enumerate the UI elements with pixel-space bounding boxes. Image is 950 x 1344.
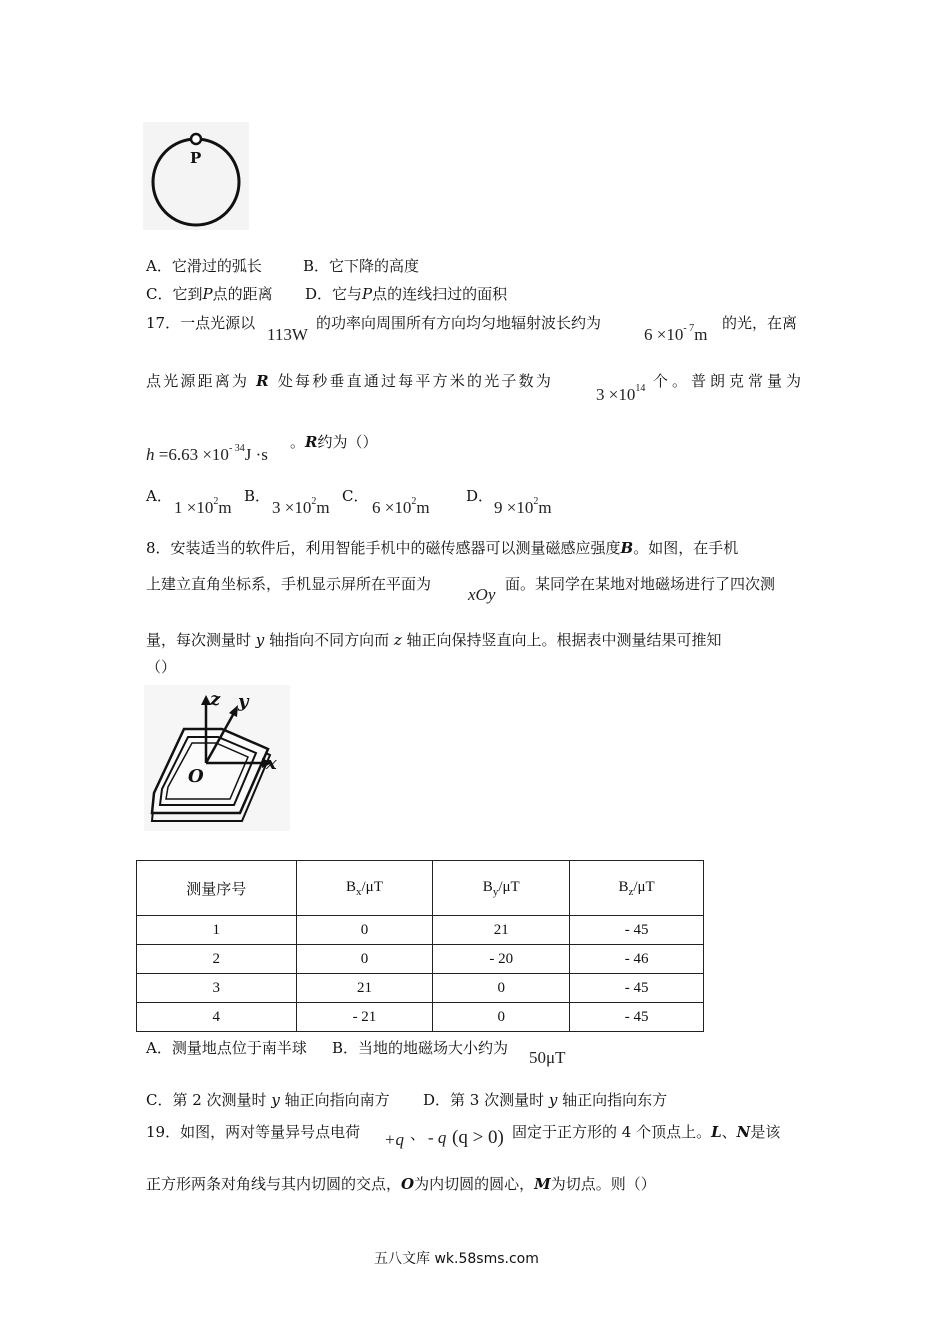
header-bx: $B_x/\mu T$	[296, 861, 433, 916]
q18-line4: （）	[146, 658, 177, 676]
q19-line1-a: 19．如图，两对等量异号点电荷	[146, 1123, 361, 1141]
q17-line2-a: 点光源距离为 R 处每秒垂直通过每平方米的光子数为	[146, 372, 554, 390]
q19-condition: (q > 0)	[452, 1127, 504, 1148]
q18-option-b: B．当地的地磁场大小约为	[332, 1039, 509, 1057]
table-cell: 0	[296, 945, 433, 974]
q17-photon-count: $3 \times 10^{14}$	[596, 383, 646, 404]
q16-option-c: C．它到P点的距离	[146, 285, 273, 303]
table-cell: - 45	[570, 1003, 704, 1032]
q17-option-b-label: B．	[244, 487, 271, 505]
table-cell: - 45	[570, 916, 704, 945]
table-cell: 3	[137, 974, 297, 1003]
q16-option-b: B．它下降的高度	[303, 257, 420, 275]
table-row	[137, 974, 704, 1003]
q19-line2: 正方形两条对角线与其内切圆的交点，O为内切圆的圆心，M为切点。则（）	[146, 1175, 656, 1193]
q18-line3: 量，每次测量时 y 轴指向不同方向而 z 轴正向保持竖直向上。根据表中测量结果可推知	[146, 631, 722, 649]
footer-watermark: 五八文库 wk.58sms.com	[374, 1251, 539, 1267]
q17-option-c-value: $6 \times 10^2m$	[372, 496, 430, 517]
z-axis-label: z	[210, 689, 221, 710]
table-row	[137, 916, 704, 945]
table-cell: - 46	[570, 945, 704, 974]
header-by: $B_y/\mu T$	[433, 861, 570, 916]
q17-power: 113W	[267, 325, 308, 344]
point-p-label: P	[190, 149, 202, 167]
y-axis-label: y	[238, 691, 249, 712]
q17-option-c-label: C．	[342, 487, 369, 505]
header-index: 测量序号	[137, 861, 297, 916]
table-cell: 21	[296, 974, 433, 1003]
table-cell: 2	[137, 945, 297, 974]
q17-planck-constant: $h =6.63 \times 10^{- 34}J \cdot s$	[146, 443, 268, 464]
circle-figure	[143, 122, 249, 230]
table-cell: 0	[296, 916, 433, 945]
q17-line1-a: 17．一点光源以	[146, 314, 256, 332]
table-cell: - 45	[570, 974, 704, 1003]
q18-option-b-value: 50μT	[529, 1048, 566, 1067]
q17-line1-c: 的光，在离	[722, 314, 798, 332]
table-row	[137, 1003, 704, 1032]
table-cell: 0	[433, 974, 570, 1003]
header-bz: $B_z/\mu T$	[570, 861, 704, 916]
q17-option-a-label: A．	[146, 487, 172, 505]
phone-figure	[144, 685, 290, 831]
measurement-table	[136, 860, 704, 1032]
q16-option-d: D．它与P点的连线扫过的面积	[305, 285, 508, 303]
q18-line2-b: 面。某同学在某地对地磁场进行了四次测	[505, 575, 776, 593]
x-axis-label: x	[266, 753, 277, 774]
table-header-row	[137, 861, 704, 916]
q17-option-d-label: D．	[466, 487, 494, 505]
q18-option-d: D．第 3 次测量时 y 轴正向指向东方	[423, 1091, 668, 1109]
q17-line2-c: 个。普朗克常量为	[653, 372, 806, 390]
q19-minus-q: - q	[428, 1128, 447, 1147]
origin-label: O	[188, 766, 204, 787]
table-row	[137, 945, 704, 974]
q17-line3: 。R约为（）	[290, 433, 378, 451]
q19-line1-b: 固定于正方形的 4 个顶点上。L、N是该	[512, 1123, 781, 1141]
q17-option-b-value: $3 \times 10^2m$	[272, 496, 330, 517]
table-cell: 1	[137, 916, 297, 945]
q19-plus-q: +q	[384, 1130, 404, 1149]
q19-separator: 、	[410, 1125, 426, 1143]
q18-line1: 8．安装适当的软件后，利用智能手机中的磁传感器可以测量磁感应强度B。如图，在手机	[146, 539, 739, 557]
table-cell: 21	[433, 916, 570, 945]
q18-line2-a: 上建立直角坐标系，手机显示屏所在平面为	[146, 575, 432, 593]
q18-plane-label: xOy	[468, 585, 496, 604]
q17-option-a-value: $1 \times 10^2m$	[174, 496, 232, 517]
q18-option-a: A．测量地点位于南半球	[146, 1039, 307, 1057]
table-cell: 4	[137, 1003, 297, 1032]
q16-option-a: A．它滑过的弧长	[146, 257, 262, 275]
q17-line1-b: 的功率向周围所有方向均匀地辐射波长约为	[316, 314, 602, 332]
q17-wavelength: $6 \times 10^{- 7}m$	[644, 323, 708, 344]
table-cell: - 20	[433, 945, 570, 974]
table-cell: 0	[433, 1003, 570, 1032]
q18-option-c: C．第 2 次测量时 y 轴正向指向南方	[146, 1091, 390, 1109]
q17-option-d-value: $9 \times 10^2m$	[494, 496, 552, 517]
table-cell: - 21	[296, 1003, 433, 1032]
